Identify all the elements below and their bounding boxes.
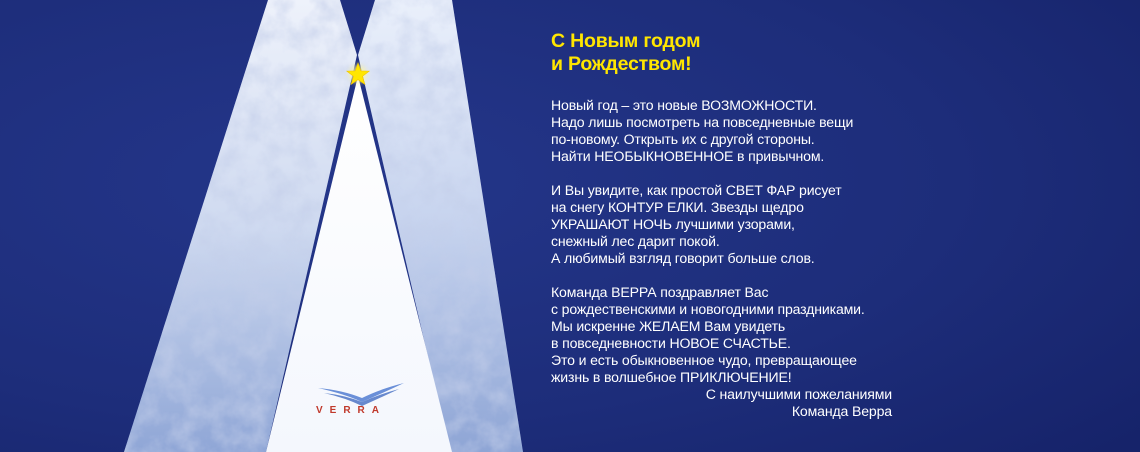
paragraph-line: с рождественскими и новогодними праздниками.: [551, 301, 865, 317]
paragraph-line: Это и есть обыкновенное чудо, превращающее: [551, 352, 857, 368]
paragraph-line: Надо лишь посмотреть на повседневные вещи: [551, 114, 854, 130]
paragraph-line: Команда ВЕРРА поздравляет Вас: [551, 284, 769, 300]
greeting-text-block: [551, 30, 1111, 403]
greeting-headline: [551, 30, 1111, 76]
greeting-paragraph-1: [551, 97, 1111, 165]
headline-line: С Новым годом: [551, 30, 701, 52]
greeting-paragraph-2: [551, 182, 1111, 267]
greeting-paragraph-3: [551, 284, 1111, 386]
signature-block: [551, 386, 892, 420]
paragraph-line: жизнь в волшебное ПРИКЛЮЧЕНИЕ!: [551, 369, 792, 385]
paragraph-line: А любимый взгляд говорит больше слов.: [551, 250, 815, 266]
paragraph-line: И Вы увидите, как простой СВЕТ ФАР рисует: [551, 182, 842, 198]
verra-logo-text: VERRA: [316, 405, 387, 416]
paragraph-line: по-новому. Открыть их с другой стороны.: [551, 131, 815, 147]
signature-line: С наилучшими пожеланиями: [705, 386, 892, 402]
paragraph-line: Новый год – это новые ВОЗМОЖНОСТИ.: [551, 97, 817, 113]
paragraph-line: Мы искренне ЖЕЛАЕМ Вам увидеть: [551, 318, 786, 334]
paragraph-line: в повседневности НОВОЕ СЧАСТЬЕ.: [551, 335, 791, 351]
paragraph-line: на снегу КОНТУР ЕЛКИ. Звезды щедро: [551, 199, 804, 215]
headline-line: и Рождеством!: [551, 53, 692, 75]
paragraph-line: снежный лес дарит покой.: [551, 233, 720, 249]
signature-line: Команда Верра: [791, 403, 892, 419]
paragraph-line: УКРАШАЮТ НОЧЬ лучшими узорами,: [551, 216, 795, 232]
paragraph-line: Найти НЕОБЫКНОВЕННОЕ в привычном.: [551, 148, 825, 164]
